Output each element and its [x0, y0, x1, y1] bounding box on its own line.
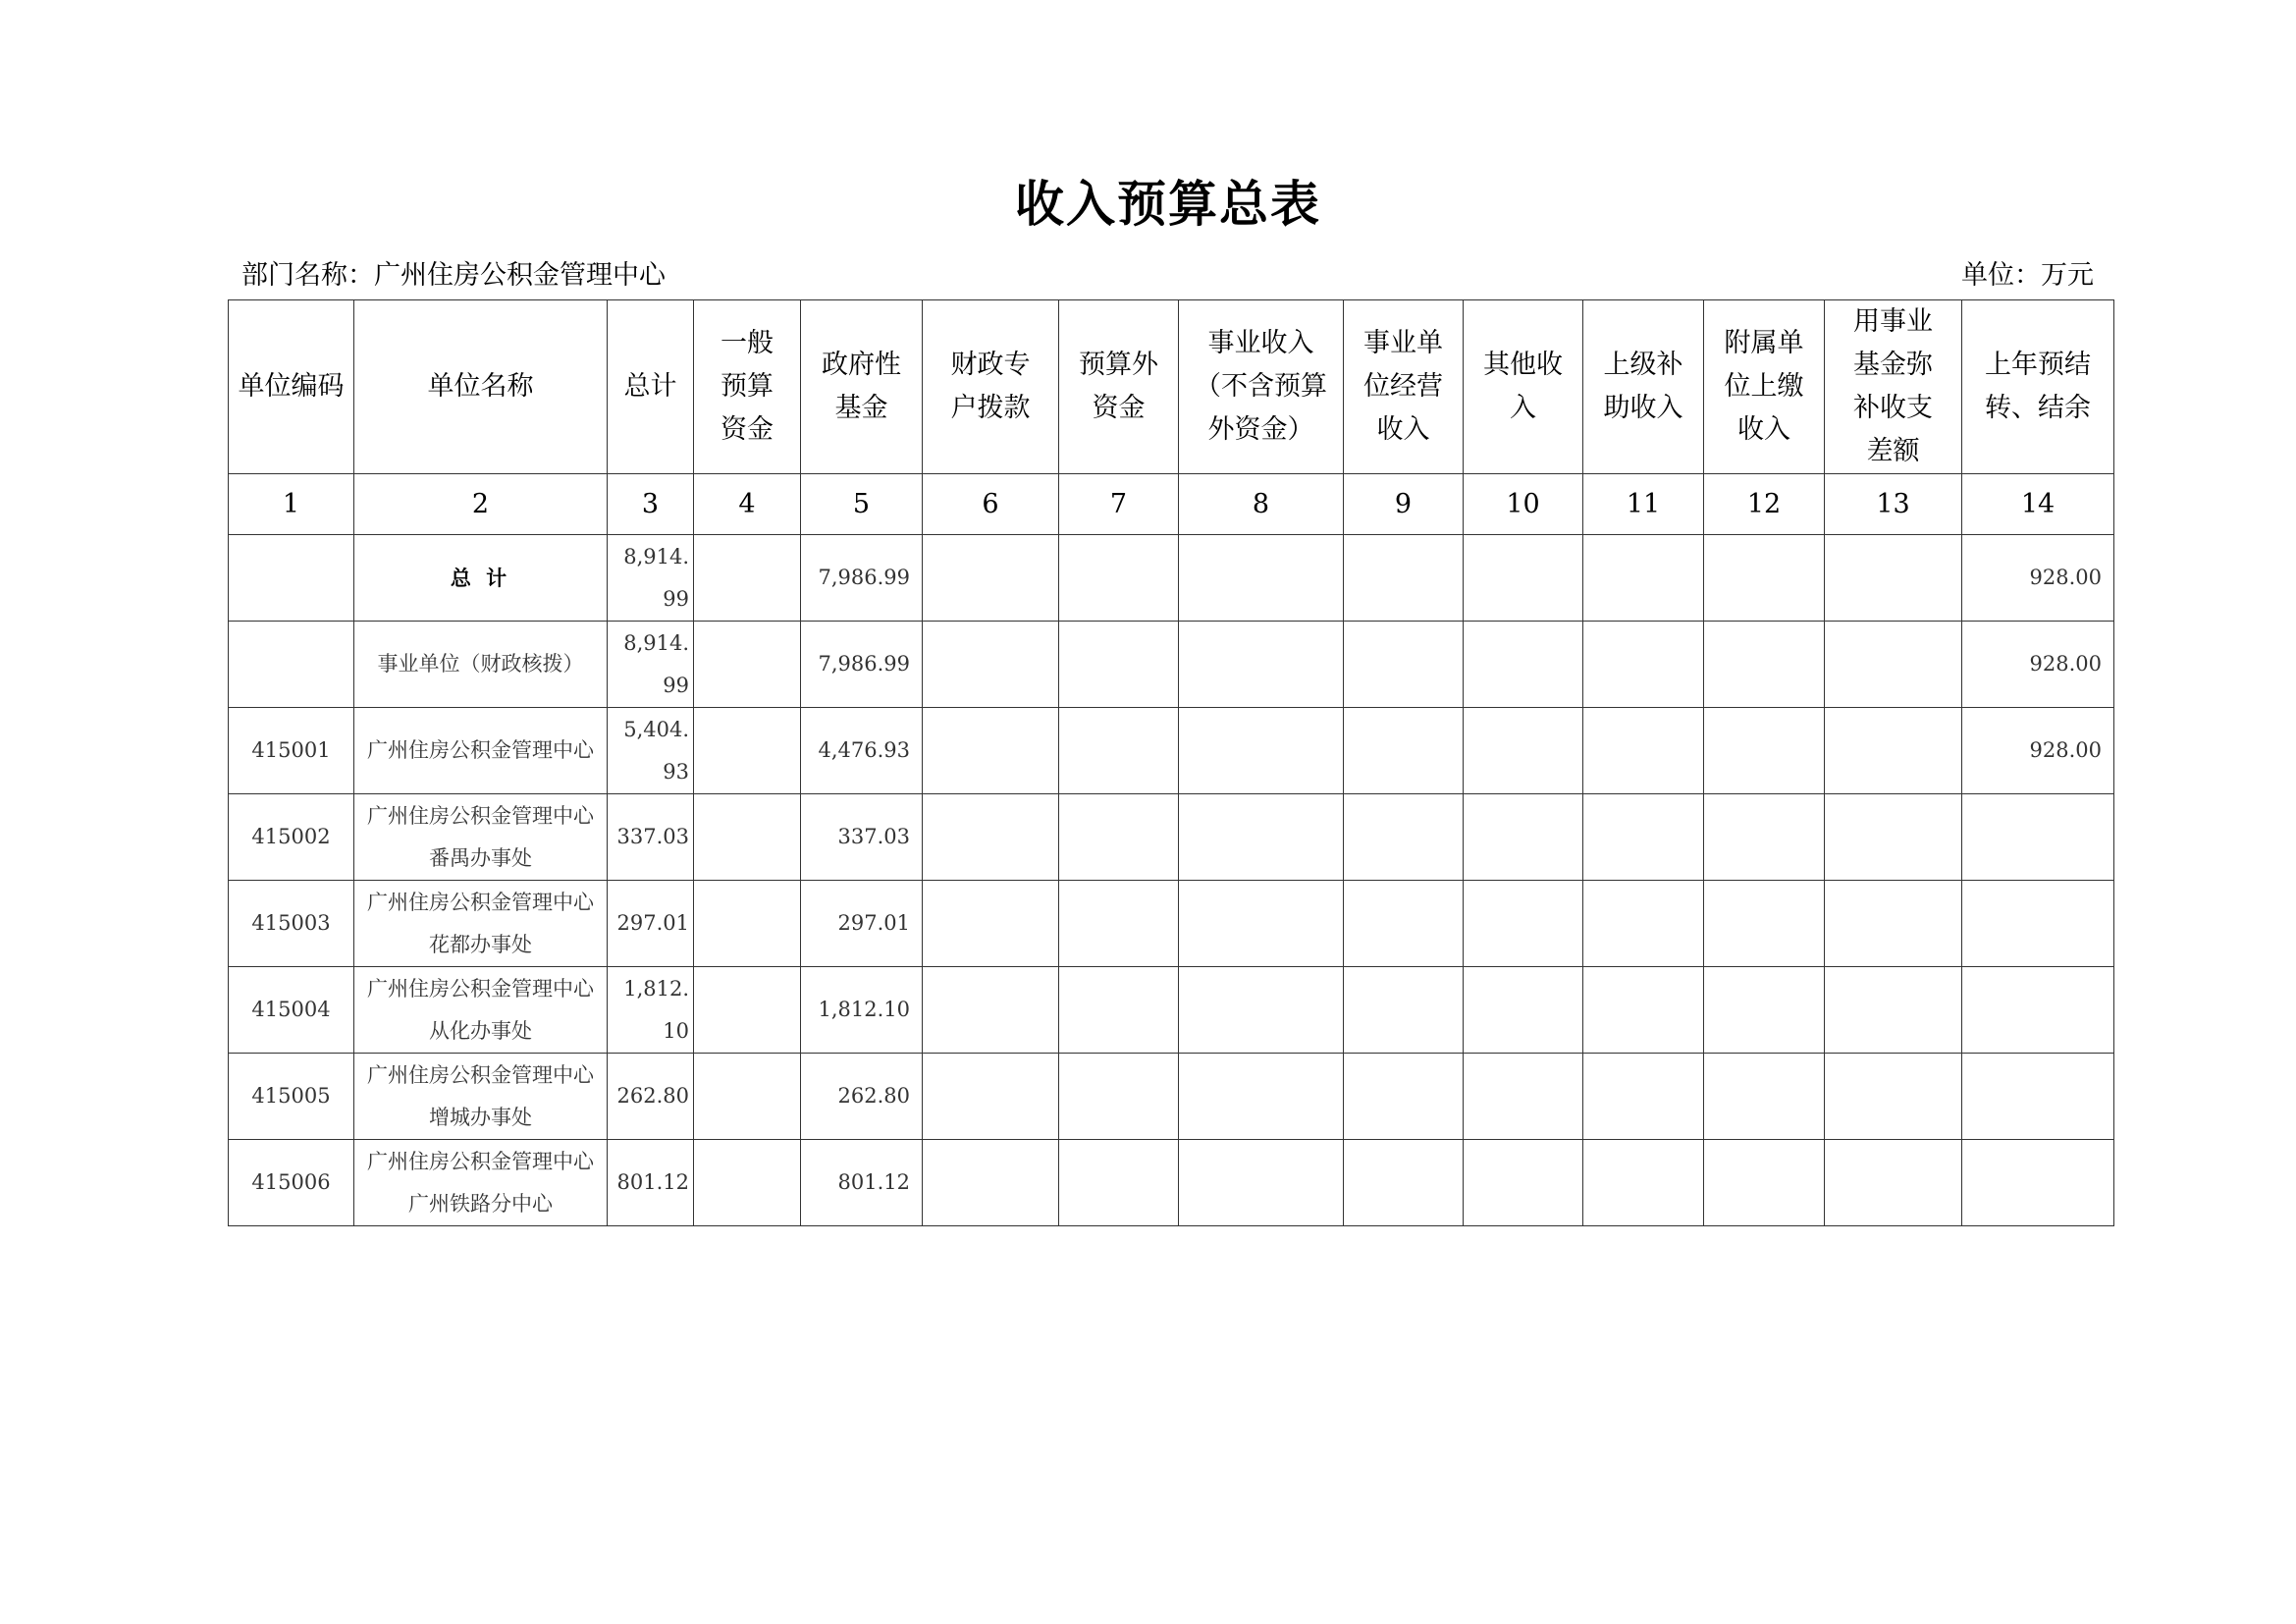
table-row-grand-total — [229, 535, 2114, 622]
unit-code: 415005 — [229, 1054, 354, 1140]
column-number: 10 — [1464, 474, 1583, 535]
table-row — [229, 794, 2114, 881]
gov-fund-value: 262.80 — [801, 1054, 923, 1140]
gov-fund-value: 337.03 — [801, 794, 923, 881]
column-number: 8 — [1179, 474, 1344, 535]
column-header: 事业收入（不含预算外资金） — [1179, 300, 1344, 474]
carryover-value: 928.00 — [1962, 535, 2114, 622]
column-number: 1 — [229, 474, 354, 535]
gov-fund-value: 1,812.10 — [801, 967, 923, 1054]
unit-name: 事业单位（财政核拨） — [354, 622, 608, 708]
carryover-value — [1962, 1054, 2114, 1140]
total-value: 337.03 — [608, 794, 694, 881]
table-row — [229, 622, 2114, 708]
carryover-value — [1962, 881, 2114, 967]
total-value: 297.01 — [608, 881, 694, 967]
column-number-row — [229, 474, 2114, 535]
total-value: 801.12 — [608, 1140, 694, 1226]
column-header: 上年预结转、结余 — [1962, 300, 2114, 474]
table-row — [229, 967, 2114, 1054]
unit-name: 广州住房公积金管理中心广州铁路分中心 — [354, 1140, 608, 1226]
unit-name: 广州住房公积金管理中心 — [354, 708, 608, 794]
carryover-value — [1962, 1140, 2114, 1226]
column-header: 上级补助收入 — [1583, 300, 1704, 474]
table-row — [229, 1140, 2114, 1226]
unit-code — [229, 622, 354, 708]
carryover-value: 928.00 — [1962, 708, 2114, 794]
unit-name: 总 计 — [354, 535, 608, 622]
carryover-value: 928.00 — [1962, 622, 2114, 708]
department-label: 部门名称：广州住房公积金管理中心 — [241, 260, 666, 291]
gov-fund-value: 297.01 — [801, 881, 923, 967]
total-value: 8,914.99 — [608, 622, 694, 708]
column-number: 6 — [923, 474, 1059, 535]
column-number: 12 — [1704, 474, 1825, 535]
column-header: 财政专户拨款 — [923, 300, 1059, 474]
column-header: 预算外资金 — [1059, 300, 1179, 474]
income-budget-table — [228, 299, 2114, 1226]
column-header: 单位编码 — [229, 300, 354, 474]
column-number: 7 — [1059, 474, 1179, 535]
column-header: 一般预算资金 — [694, 300, 801, 474]
total-value: 1,812.10 — [608, 967, 694, 1054]
gov-fund-value: 7,986.99 — [801, 535, 923, 622]
gov-fund-value: 801.12 — [801, 1140, 923, 1226]
unit-name: 广州住房公积金管理中心番禺办事处 — [354, 794, 608, 881]
column-header: 用事业基金弥补收支差额 — [1825, 300, 1962, 474]
unit-name: 广州住房公积金管理中心从化办事处 — [354, 967, 608, 1054]
column-number: 9 — [1344, 474, 1464, 535]
carryover-value — [1962, 967, 2114, 1054]
gov-fund-value: 4,476.93 — [801, 708, 923, 794]
column-header: 总计 — [608, 300, 694, 474]
unit-code: 415003 — [229, 881, 354, 967]
column-number: 11 — [1583, 474, 1704, 535]
table-row — [229, 708, 2114, 794]
table-row — [229, 881, 2114, 967]
unit-label: 单位：万元 — [1961, 260, 2094, 291]
column-header: 单位名称 — [354, 300, 608, 474]
unit-code: 415001 — [229, 708, 354, 794]
column-number: 13 — [1825, 474, 1962, 535]
total-value: 8,914.99 — [608, 535, 694, 622]
column-header: 政府性基金 — [801, 300, 923, 474]
page-title: 收入预算总表 — [1015, 176, 1321, 233]
total-value: 262.80 — [608, 1054, 694, 1140]
column-number: 5 — [801, 474, 923, 535]
unit-code: 415006 — [229, 1140, 354, 1226]
table-row — [229, 1054, 2114, 1140]
carryover-value — [1962, 794, 2114, 881]
header-row — [229, 300, 2114, 474]
gov-fund-value: 7,986.99 — [801, 622, 923, 708]
unit-code: 415004 — [229, 967, 354, 1054]
unit-name: 广州住房公积金管理中心增城办事处 — [354, 1054, 608, 1140]
unit-code — [229, 535, 354, 622]
total-value: 5,404.93 — [608, 708, 694, 794]
column-number: 4 — [694, 474, 801, 535]
column-header: 事业单位经营收入 — [1344, 300, 1464, 474]
unit-name: 广州住房公积金管理中心花都办事处 — [354, 881, 608, 967]
column-number: 3 — [608, 474, 694, 535]
column-header: 附属单位上缴收入 — [1704, 300, 1825, 474]
unit-code: 415002 — [229, 794, 354, 881]
column-number: 14 — [1962, 474, 2114, 535]
column-number: 2 — [354, 474, 608, 535]
column-header: 其他收入 — [1464, 300, 1583, 474]
